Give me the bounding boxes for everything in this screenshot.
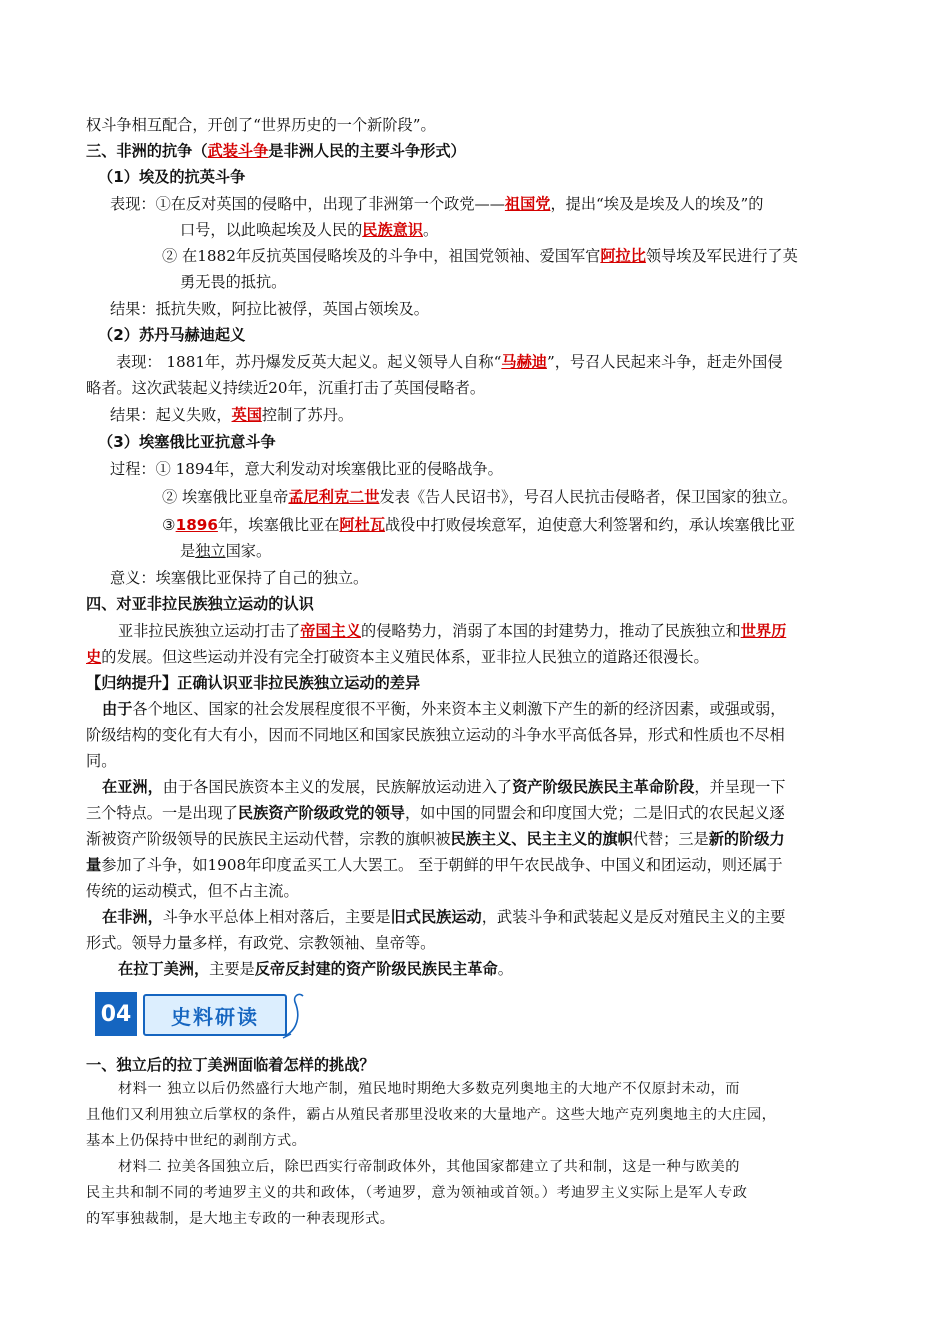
text-line: 阶级结构的变化有大有小，因而不同地区和国家民族独立运动的斗争水平高低各异，形式和性质也不尽相 <box>86 726 785 744</box>
text: ③ <box>162 516 176 534</box>
underlined-text: 独立 <box>195 542 226 560</box>
text-line <box>102 774 866 800</box>
heading-text: 是非洲人民的主要斗争形式） <box>268 142 466 160</box>
text-line <box>102 696 866 722</box>
text-line <box>180 217 866 243</box>
text: 发表《告人民诏书》，号召人民抗击侵略者，保卫国家的独立。 <box>379 488 798 506</box>
text-line <box>86 826 866 852</box>
bold-text: 在亚洲， <box>102 778 163 796</box>
bold-text: 在非洲， <box>102 908 163 926</box>
bold-text: 量 <box>86 856 102 874</box>
keyword: 武装斗争 <box>207 142 269 160</box>
text: 结果：起义失败， <box>110 406 232 424</box>
text-line: 形式。领导力量多样，有政党、宗教领袖、皇帝等。 <box>86 934 436 952</box>
text: ② 埃塞俄比亚皇帝 <box>162 488 289 506</box>
text: 表现： 1881年，苏丹爆发反英大起义。起义领导人自称“ <box>116 353 502 371</box>
subheading: （2）苏丹马赫迪起义 <box>98 326 246 344</box>
text: 。 <box>497 960 513 978</box>
text: ，武装斗争和武装起义是反对殖民主义的主要 <box>481 908 786 926</box>
text: 亚非拉民族独立运动打击了 <box>118 622 301 640</box>
text-line <box>110 402 866 428</box>
material-line: 民主共和制不同的考迪罗主义的共和政体，（考迪罗，意为领袖或首领。）考迪罗主义实际上是军人专政 <box>86 1185 748 1201</box>
question-heading: 一、独立后的拉丁美洲面临着怎样的挑战？ <box>86 1056 375 1074</box>
text-line <box>162 512 866 538</box>
text-line: 略者。这次武装起义持续近20年，沉重打击了英国侵略者。 <box>86 379 486 397</box>
material-line: 且他们又利用独立后掌权的条件，霸占从殖民者那里没收来的大量地产。这些大地产克列奥地主的大庄园， <box>86 1107 777 1123</box>
banner-curl-icon <box>281 990 305 1042</box>
text-line <box>180 538 866 564</box>
text: 斗争水平总体上相对落后，主要是 <box>162 908 391 926</box>
text-line <box>86 800 866 826</box>
section-3-heading <box>86 138 866 164</box>
keyword: 世界历 <box>740 622 787 640</box>
bold-text: 新的阶级力 <box>708 830 785 848</box>
keyword: 阿杜瓦 <box>339 516 385 534</box>
text-line <box>86 644 866 670</box>
text: 各个地区、国家的社会发展程度很不平衡，外来资本主义刺激下产生的新的经济因素，或强或弱， <box>132 700 786 718</box>
text: 由于各国民族资本主义的发展，民族解放运动进入了 <box>162 778 513 796</box>
text: ，提出“埃及是埃及人的埃及”的 <box>550 195 764 213</box>
text: ，如中国的同盟会和印度国大党；二是旧式的农民起义逐 <box>404 804 785 822</box>
bold-text: 由于 <box>102 700 133 718</box>
text: 参加了斗争，如1908年印度孟买工人大罢工。 至于朝鲜的甲午农民战争、中国义和团运动，则还属于 <box>101 856 783 874</box>
banner-number: 04 <box>95 992 137 1036</box>
text-line <box>86 852 866 878</box>
text-line <box>118 618 866 644</box>
bold-text: 民族主义、民主主义的旗帜 <box>450 830 633 848</box>
material-line: 材料一 独立以后仍然盛行大地产制，殖民地时期绝大多数克列奥地主的大地产不仅原封未动，而 <box>118 1081 740 1097</box>
bold-text: 在拉丁美洲， <box>118 960 210 978</box>
keyword: 民族意识 <box>362 221 423 239</box>
text: 是 <box>180 542 196 560</box>
text: ”，号召人民起来斗争，赶走外国侵 <box>546 353 783 371</box>
text-line <box>110 191 866 217</box>
bold-text: 民族资产阶级政党的领导 <box>237 804 405 822</box>
keyword: 孟尼利克二世 <box>288 488 380 506</box>
text: 控制了苏丹。 <box>261 406 353 424</box>
material-line: 材料二 拉美各国独立后，除巴西实行帝制政体外，其他国家都建立了共和制，这是一种与欧美的 <box>118 1159 740 1175</box>
text: 的侵略势力，消弱了本国的封建势力，推动了民族独立和 <box>361 622 741 640</box>
text: 渐被资产阶级领导的民族民主运动代替，宗教的旗帜被 <box>86 830 451 848</box>
text-line: 结果：抵抗失败，阿拉比被俘，英国占领埃及。 <box>110 300 429 318</box>
text: ② 在1882年反抗英国侵略埃及的斗争中，祖国党领袖、爱国军官 <box>162 247 601 265</box>
bold-text: 反帝反封建的资产阶级民族民主革命 <box>254 960 498 978</box>
keyword: 马赫迪 <box>501 353 547 371</box>
heading-text: 三、非洲的抗争（ <box>86 142 208 160</box>
subheading: （1）埃及的抗英斗争 <box>98 168 246 186</box>
text-line <box>162 243 866 269</box>
text: 年，埃塞俄比亚在 <box>217 516 340 534</box>
keyword: 祖国党 <box>504 195 551 213</box>
text-line: 权斗争相互配合，开创了“世界历史的一个新阶段”。 <box>86 116 436 134</box>
text-line <box>116 349 866 375</box>
text: 三个特点。一是出现了 <box>86 804 238 822</box>
subheading: （3）埃塞俄比亚抗意斗争 <box>98 433 276 451</box>
keyword: 史 <box>86 648 102 666</box>
keyword: 英国 <box>231 406 262 424</box>
text-line: 过程：① 1894年，意大利发动对埃塞俄比亚的侵略战争。 <box>110 460 503 478</box>
text: 领导埃及军民进行了英 <box>645 247 798 265</box>
keyword: 帝国主义 <box>300 622 361 640</box>
text: 战役中打败侵埃意军，迫使意大利签署和约，承认埃塞俄比亚 <box>384 516 796 534</box>
text: 口号，以此唤起埃及人民的 <box>180 221 363 239</box>
text-line: 意义：埃塞俄比亚保持了自己的独立。 <box>110 569 369 587</box>
keyword: 1896 <box>175 516 218 534</box>
section-banner <box>95 990 305 1042</box>
banner-title: 史料研读 <box>143 994 287 1036</box>
text-line: 传统的运动模式，但不占主流。 <box>86 882 299 900</box>
text: ，并呈现一下 <box>694 778 786 796</box>
text: 代替；三是 <box>632 830 709 848</box>
text-line: 勇无畏的抵抗。 <box>180 273 287 291</box>
material-line: 的军事独裁制，是大地主专政的一种表现形式。 <box>86 1211 395 1227</box>
bold-text: 资产阶级民族民主革命阶段 <box>512 778 695 796</box>
keyword: 阿拉比 <box>600 247 646 265</box>
text-line <box>162 484 866 510</box>
text: 的发展。但这些运动并没有完全打破资本主义殖民体系，亚非拉人民独立的道路还很漫长。 <box>101 648 709 666</box>
bold-text: 旧式民族运动 <box>390 908 482 926</box>
text: 。 <box>423 221 439 239</box>
text-line <box>102 904 866 930</box>
text: 表现：①在反对英国的侵略中，出现了非洲第一个政党—— <box>110 195 505 213</box>
text: 国家。 <box>225 542 272 560</box>
material-line: 基本上仍保持中世纪的剥削方式。 <box>86 1133 307 1149</box>
text: 主要是 <box>209 960 255 978</box>
section-4-heading: 四、对亚非拉民族独立运动的认识 <box>86 595 314 613</box>
text-line <box>118 956 866 982</box>
text-line: 同。 <box>86 752 117 770</box>
summary-heading: 【归纳提升】正确认识亚非拉民族独立运动的差异 <box>86 674 421 692</box>
